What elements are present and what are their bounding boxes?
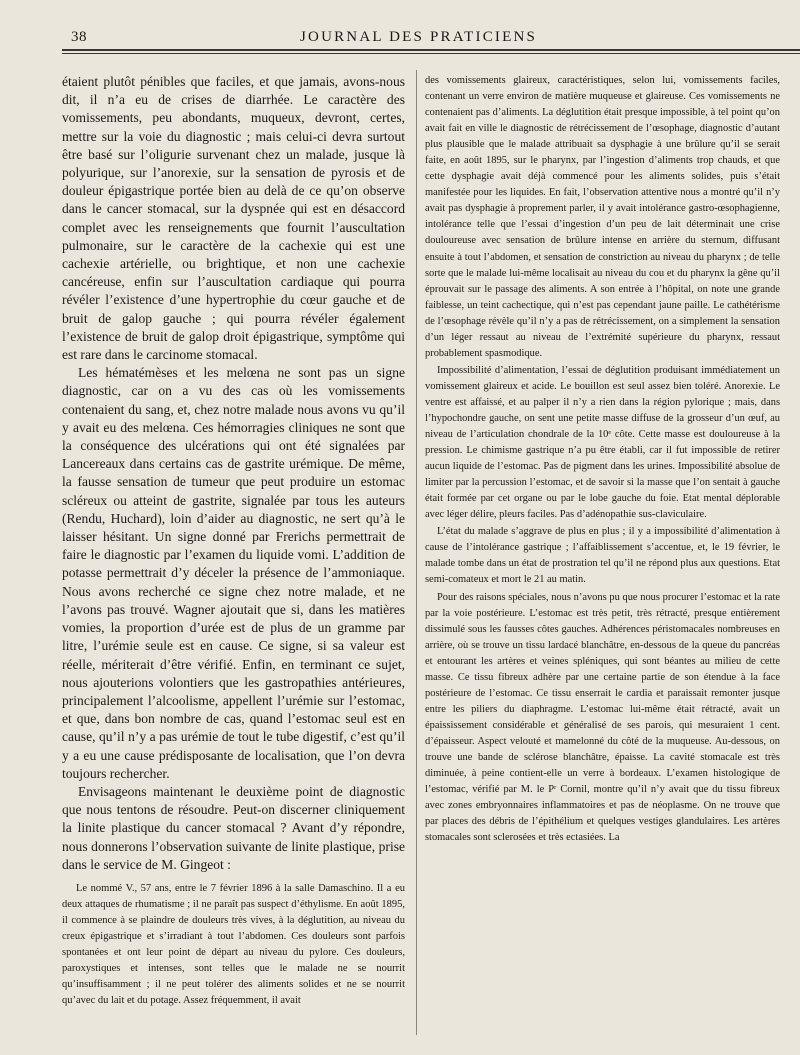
page-number: 38: [71, 29, 87, 45]
right-paragraph-etat-malade: L’état du malade s’aggrave de plus en plus ; il y a impossibilité d’alimentation à cause de l’intolérance gastrique ; l’affaiblissement s’accentue, et, le 19 février, le malade tombe dans un état de prostration tel qu’il ne répond plus aux questions. Etat semi-comateux et mort le 21 au matin.: [425, 526, 780, 586]
left-paragraph-linite-question: Envisageons maintenant le deuxième point de diagnostic que nous tentons de résoudre. Peut-on discerner cliniquement la linite plastique du cancer stomacal ? Avant d’y répondre, nous donnerons l’observation suivante de linite plastique, prise dans le service de M. Gingeot :: [62, 783, 405, 872]
observation-paragraph: Le nommé V., 57 ans, entre le 7 février 1896 à la salle Damaschino. Il a eu deux attaques de rhumatisme ; il ne paraît pas suspect d’éthylisme. En août 1895, il commence à se plaindre de douleurs très vives, à la déglutition, au niveau du creux épigastrique et s’irradiant à tout l’abdomen. Ces douleurs sont parfois spontanées et ont leur point de départ au niveau du pylore. Ces douleurs, paroxystiques et intenses, sont telles que le malade ne se nourrit qu’insuffisamment ; il ne peut tolérer des aliments solides et ne se nourrit qu’avec du lait et du potage. Assez fréquemment, il avait: [62, 882, 405, 1006]
right-paragraph-alimentation: Impossibilité d’alimentation, l’essai de déglutition produisant immédiatement un vomissement glaireux et acide. Le bouillon est seul assez bien toléré. Anorexie. Le ventre est affaissé, et au palper il n’y a rien dans la région pylorique ; mais, dans l’hypochondre gauche, on sent une petite masse diffuse de la grosseur d’un œuf, au niveau de l’articulation chondrale de la 10ᵉ côte. Cette masse est douloureuse à la pression. Le chimisme gastrique n’a pu être établi, car il fut impossible de retirer aucun liquide de l’estomac. Pas de pigment dans les urines. Impossibilité absolue de limiter par la percussion l’estomac, et de savoir si la masse que l’on sentait à gauche était formée par cet organe ou par le lobe gauche du foie. Etat mental déplorable avec léger délire, pleurs faciles. Pas d’adénopathie sus-claviculaire.: [425, 364, 780, 521]
right-paragraph-autopsie: Pour des raisons spéciales, nous n’avons pu que nous procurer l’estomac et la rate par la voie postérieure. L’estomac est très petit, très rétracté, presque entièrement dissimulé sous les fausses côtes gauches. Adhérences péristomacales nombreuses en arrière, où se trouve un tissu lardacé blanchâtre, en-dessous de la queue du pancréas et entourant les artères et veines spléniques, qui sont béantes au milieu de cette masse. Ce tissu fibreux adhère par une certaine partie de son étendue à la face postérieure de l’estomac. Ce tissu enserrait le cardia et paraissait remonter jusque entre les piliers du diaphragme. L’estomac lui-même était rétracté, avait un épaississement considérable et généralisé de ses parois, qui mesuraient 1 cent. d’épaisseur. Aspect velouté et mamelonné du côté de la muqueuse. Au-dessous, on trouve une bande de sclérose blanchâtre, épaisse. La cavité stomacale est très diminuée, à peine contient-elle un verre à bordeaux. L’examen histologique de l’estomac, vérifié par M. le Pʳ Cornil, montre qu’il n’y avait que du tissu fibreux avec zones embryonnaires inflammatoires et pas de néoplasme. On ne trouve que par places des débris de l’épithélium et quelques vestiges glandulaires. Les artères stomacales sont sclerosées et très ectasiées. La: [425, 591, 780, 844]
column-divider: [416, 70, 417, 1035]
header-rule-thick: [62, 49, 800, 51]
right-column: [425, 73, 780, 846]
left-paragraph-hematemeses: Les hématémèses et les melœna ne sont pas un signe diagnostic, car on a vu des cas où les vomissements contenaient du sang, et, chez notre malade nous avons vu qu’il y avait eu des melœna. Ces hémorragies cliniques ne sont que la conséquence des ulcérations qui ont été signalées par Lancereaux dans certains cas de gastrite urémique. De même, la fausse sensation de tumeur que peut produire un estomac scléreux ou atteint de gastrite, signalée par tous les auteurs (Rendu, Huchard), loin d’aider au diagnostic, ne sert qu’à le laisser hésitant. Un signe donné par Frerichs permettrait de faire le diagnostic par l’examen du liquide vomi. L’addition de potasse permettrait d’y déceler la présence de l’ammoniaque. Nous avons recherché ce signe chez notre malade, et ne l’avons pas trouvé. Wagner ajoutait que si, dans les matières vomies, la proportion d’urée est de plus de un gramme par litre, l’urémie seule est en cause. Ce signe, si sa valeur est réelle, mériterait d’être vérifié. Enfin, en terminant ce sujet, nous ajouterions volontiers que les gastropathies antérieures, principalement l’alcoolisme, appellent l’urémie sur l’estomac, et que, dans bon nombre de cas, quand l’estomac seul est en cause, qu’il n’y a pas urémie de tout le tube digestif, c’est qu’il y a eu une cause prédisposante de localisation, que l’on devra toujours rechercher.: [62, 365, 405, 781]
right-paragraph-vomissements: des vomissements glaireux, caractéristiques, selon lui, vomissements faciles, contenant un verre environ de matière muqueuse et glaireuse. Ces vomissements ne contenaient pas d’aliments. La déglutition était presque impossible, à tel point qu’on avait fait en ville le diagnostic de rétrécissement de l’œsophage, diagnostic d’autant plus plausible que le malade attribuait sa dysphagie à une brûlure qu’il se serait faite, en août 1895, sur le pharynx, par l’ingestion d’aliments trop chauds, et que cette dysphagie avait déjà commencé pour les aliments solides, puis s’était manifestée pour les liquides. En fait, l’observation attentive nous a montré qu’il n’y avait pas dysphagie à proprement parler, il y avait intolérance gastro-œsophagienne, intolérance telle que l’essai d’ingestion d’un peu de lait déterminait une crise douloureuse avec sensation de brûlure intense en arrière du sternum, diffusant ensuite à tout l’abdomen, et sensation de constriction au niveau du pharynx ; de telle sorte que le malade lui-même localisait au niveau du cou et du pharynx la gêne qu’il éprouvait sur le passage des aliments. A son entrée à l’hôpital, on note une grande faiblesse, un teint cachectique, qui n’est pas cependant jaune paille. Le cathétérisme de l’œsophage révèle qu’il n’y a pas de rétrécissement, on a simplement la sensation d’un léger ressaut au niveau de l’extrémité supérieure du pharynx, ressaut probablement spasmodique.: [425, 75, 780, 359]
running-head-journal-title: JOURNAL DES PRATICIENS: [300, 29, 538, 45]
header-rule-thin: [62, 53, 800, 54]
left-column: [62, 73, 405, 1009]
left-paragraph-diagnosis: étaient plutôt pénibles que faciles, et que jamais, avons-nous dit, il n’a eu de crises de diarrhée. Le caractère des vomissements, peu abondants, muqueux, devront, certes, mettre sur la voie du diagnostic ; mais celui-ci devra surtout être basé sur l’oligurie survenant chez un malade, jusque là polyurique, sur l’anorexie, sur la sensation de pyrosis et de douleur épigastrique portée bien au delà de ce qu’on observe dans le cancer stomacal, sur la dyspnée qui est en désaccord complet avec les renseignements que fournit l’auscultation pulmonaire, sur le caractère de la cachexie qui est une cachexie artérielle, ou brightique, et non une cachexie cancéreuse, enfin sur l’auscultation cardiaque qui pourra révéler l’existence d’une hypertrophie du cœur gauche et de bruit de galop gauche ; qui pourra révéler également l’existence de bruit de galop droit épigastrique, symptôme qui est rare dans le carcinome stomacal.: [62, 74, 405, 363]
